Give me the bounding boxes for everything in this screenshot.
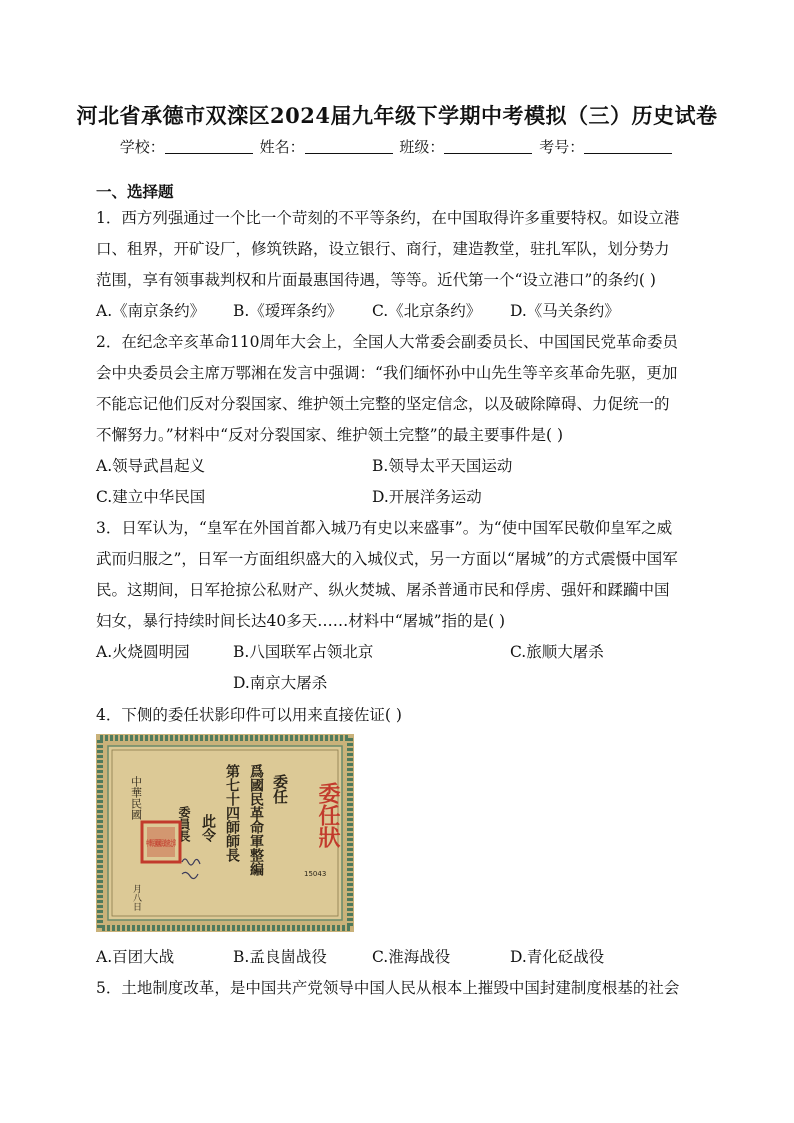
q1-option-c[interactable]: C.《北京条约》 [372, 302, 482, 320]
q3-option-d[interactable]: D.南京大屠杀 [233, 674, 328, 692]
red-seal [142, 822, 180, 862]
q3-line-1: 3．日军认为，“皇军在外国首都入城乃有史以来盛事”。为“使中国军民敬仰皇军之威 [96, 519, 673, 537]
q4-option-c[interactable]: C.淮海战役 [372, 948, 451, 966]
q1-line-3: 范围，享有领事裁判权和片面最惠国待遇，等等。近代第一个“设立港口”的条约( ) [96, 271, 656, 289]
q5-line-1: 5．土地制度改革，是中国共产党领导中国人民从根本上摧毁中国封建制度根基的社会 [96, 979, 680, 997]
certificate-col2: 爲國民革命軍整編 [248, 764, 264, 876]
certificate-col6: 中華民國 [129, 776, 143, 820]
q4-option-b[interactable]: B.孟良崮战役 [233, 948, 327, 966]
student-info-row [0, 136, 794, 157]
q2-line-4: 不懈努力。”材料中“反对分裂国家、维护领土完整”的最主要事件是( ) [96, 426, 564, 444]
school-label: 学校： [119, 138, 165, 156]
certificate-big-title: 委任狀 [315, 782, 341, 848]
seal-text: 中華民國國民政府之印 [146, 838, 176, 848]
class-blank[interactable] [444, 139, 532, 154]
certificate-col4: 此令 [200, 814, 216, 842]
q3-option-b[interactable]: B.八国联军占领北京 [233, 643, 374, 661]
q1-line-1: 1．西方列强通过一个比一个苛刻的不平等条约，在中国取得许多重要特权。如设立港 [96, 209, 680, 227]
certificate-col1: 委任 [271, 774, 289, 804]
q2-line-1: 2．在纪念辛亥革命110周年大会上，全国人大常委会副委员长、中国国民党革命委员 [96, 333, 678, 351]
number-label: 考号： [539, 138, 585, 156]
q2-option-d[interactable]: D.开展洋务运动 [372, 488, 482, 506]
section-title: 一、选择题 [96, 182, 174, 201]
class-label: 班级： [399, 138, 445, 156]
q4-line-1: 4．下侧的委任状影印件可以用来直接佐证( ) [96, 706, 402, 724]
name-label: 姓名： [259, 138, 305, 156]
q4-option-d[interactable]: D.青化砭战役 [510, 948, 605, 966]
q3-line-4: 妇女，暴行持续时间长达40多天……材料中“屠城”指的是( ) [96, 612, 506, 630]
certificate-serial: 15043 [304, 870, 327, 878]
certificate-image [96, 734, 354, 932]
certificate-col5: 委員長 [177, 806, 191, 842]
q3-option-a[interactable]: A.火烧圆明园 [96, 643, 190, 661]
name-blank[interactable] [305, 139, 393, 154]
certificate-col3: 第七十四師師長 [224, 764, 240, 862]
q4-option-a[interactable]: A.百团大战 [96, 948, 175, 966]
number-blank[interactable] [584, 139, 672, 154]
q2-option-b[interactable]: B.领导太平天国运动 [372, 457, 513, 475]
q2-option-c[interactable]: C.建立中华民国 [96, 488, 206, 506]
q2-option-a[interactable]: A.领导武昌起义 [96, 457, 206, 475]
certificate-date: 月八日 [131, 884, 141, 911]
q1-line-2: 口、租界，开矿设厂，修筑铁路，设立银行、商行，建造教堂，驻扎军队，划分势力 [96, 240, 670, 258]
q2-line-3: 不能忘记他们反对分裂国家、维护领土完整的坚定信念，以及破除障碍、力促统一的 [96, 395, 670, 413]
q1-option-a[interactable]: A.《南京条约》 [96, 302, 206, 320]
school-blank[interactable] [165, 139, 253, 154]
q1-option-d[interactable]: D.《马关条约》 [510, 302, 620, 320]
q2-line-2: 会中央委员会主席万鄂湘在发言中强调：“我们缅怀孙中山先生等辛亥革命先驱，更加 [96, 364, 678, 382]
q3-line-3: 民。这期间，日军抢掠公私财产、纵火焚城、屠杀普通市民和俘虏、强奸和蹂躏中国 [96, 581, 670, 599]
q3-option-c[interactable]: C.旅顺大屠杀 [510, 643, 604, 661]
exam-title: 河北省承德市双滦区2024届九年级下学期中考模拟（三）历史试卷 [76, 103, 718, 128]
q1-option-b[interactable]: B.《瑷珲条约》 [233, 302, 343, 320]
q3-line-2: 武而归服之”，日军一方面组织盛大的入城仪式，另一方面以“屠城”的方式震慑中国军 [96, 550, 678, 568]
